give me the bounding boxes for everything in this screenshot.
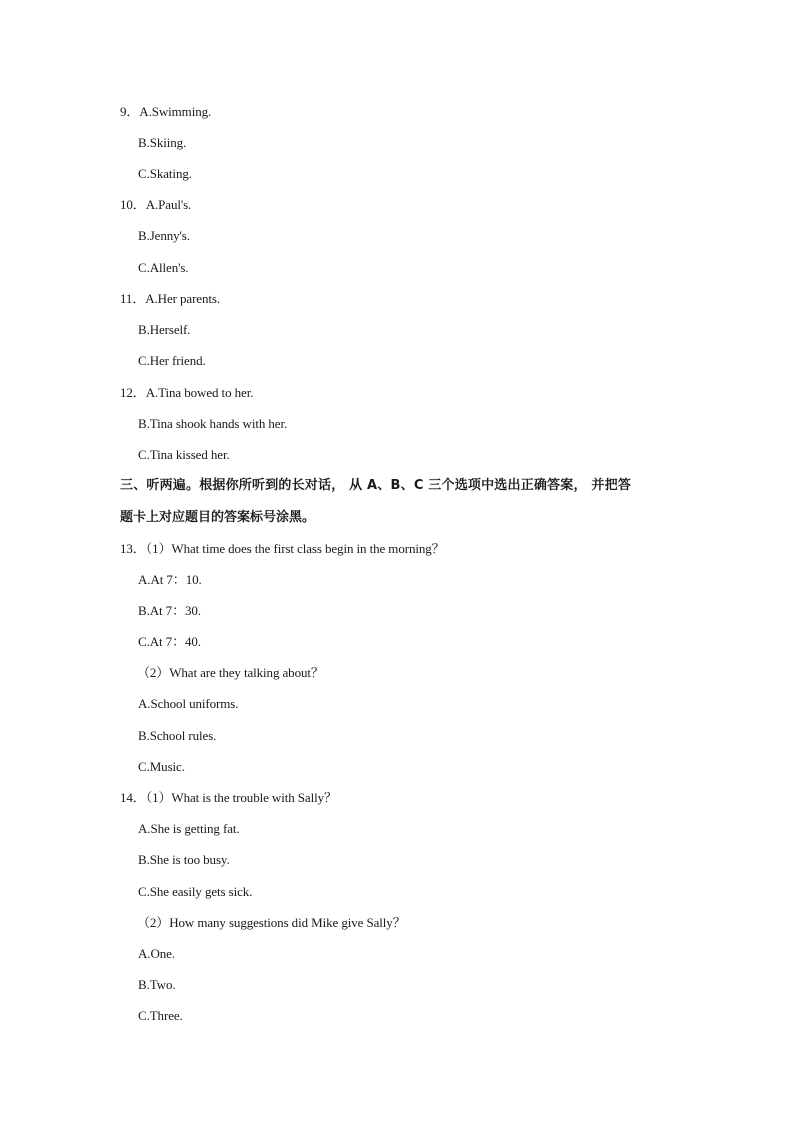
question-14: 14．（1）What is the trouble with Sally？ <box>120 790 337 805</box>
question-10-option-b: B.Jenny's. <box>138 228 190 243</box>
question-13-option-c: C.At 7：40. <box>138 634 201 649</box>
question-9: 9．A.Swimming. <box>120 104 212 119</box>
question-13: 13．（1）What time does the first class begin in the morning？ <box>120 541 445 556</box>
question-12-option-c: C.Tina kissed her. <box>138 447 230 462</box>
question-11-option-b: B.Herself. <box>138 322 191 337</box>
question-9-option-b: B.Skiing. <box>138 135 187 150</box>
question-14-part-2-option-a: A.One. <box>138 946 175 961</box>
question-10-option-c: C.Allen's. <box>138 260 189 275</box>
question-10: 10．A.Paul's. <box>120 197 192 212</box>
question-9-option-c: C.Skating. <box>138 166 192 181</box>
question-14-option-c: C.She easily gets sick. <box>138 884 253 899</box>
question-13-part-2: （2）What are they talking about？ <box>137 665 324 680</box>
question-11: 11．A.Her parents. <box>120 291 220 306</box>
question-13-option-b: B.At 7：30. <box>138 603 201 618</box>
section-3-instructions-line-1: 三、听两遍。根据你所听到的长对话， 从 A、B、C 三个选项中选出正确答案， 并把答 <box>120 478 632 493</box>
question-13-part-2-option-b: B.School rules. <box>138 728 217 743</box>
question-14-option-a: A.She is getting fat. <box>138 821 240 836</box>
question-11-option-c: C.Her friend. <box>138 353 206 368</box>
question-14-part-2-option-c: C.Three. <box>138 1008 183 1023</box>
question-14-part-2-option-b: B.Two. <box>138 977 176 992</box>
question-14-option-b: B.She is too busy. <box>138 852 230 867</box>
question-14-part-2: （2）How many suggestions did Mike give Sally？ <box>137 915 406 930</box>
section-3-instructions-line-2: 题卡上对应题目的答案标号涂黑。 <box>120 510 316 525</box>
question-12: 12．A.Tina bowed to her. <box>120 385 254 400</box>
question-13-part-2-option-a: A.School uniforms. <box>138 696 239 711</box>
question-13-part-2-option-c: C.Music. <box>138 759 185 774</box>
question-13-option-a: A.At 7：10. <box>138 572 202 587</box>
question-12-option-b: B.Tina shook hands with her. <box>138 416 288 431</box>
